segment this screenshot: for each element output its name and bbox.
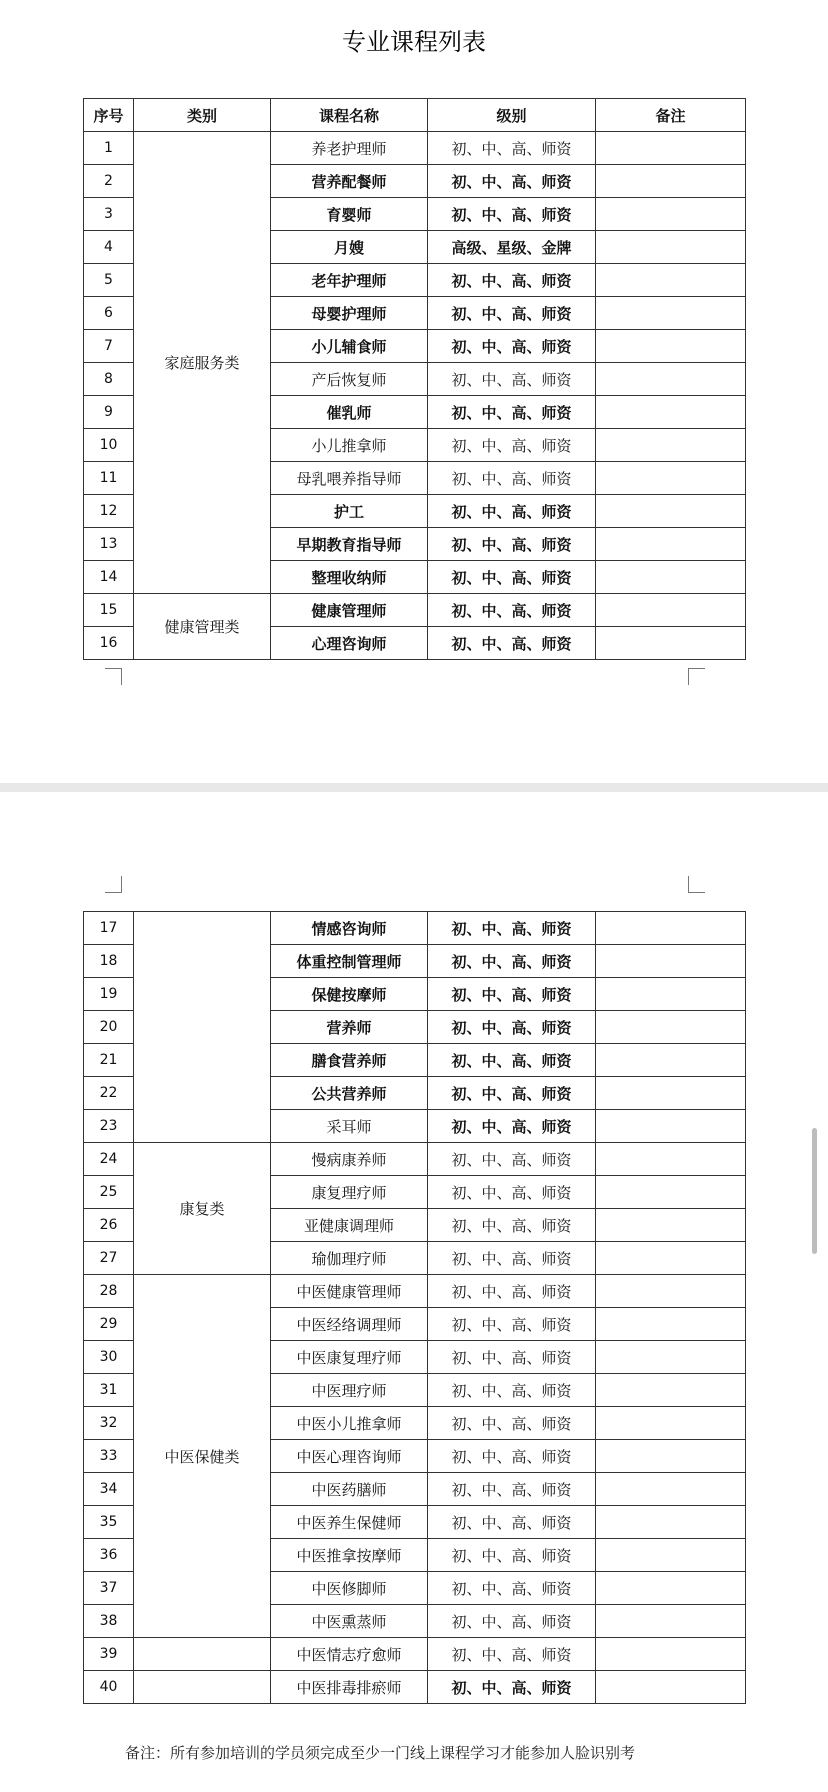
cell-level: 高级、星级、金牌 (428, 231, 596, 264)
header-level: 级别 (428, 99, 596, 132)
cell-remark (596, 231, 746, 264)
cell-level: 初、中、高、师资 (428, 1572, 596, 1605)
cell-level: 初、中、高、师资 (428, 594, 596, 627)
cell-remark (596, 1374, 746, 1407)
cell-no: 11 (84, 462, 134, 495)
cell-course-name: 中医推拿按摩师 (271, 1539, 428, 1572)
cell-remark (596, 978, 746, 1011)
cell-no: 21 (84, 1044, 134, 1077)
cell-course-name: 中医修脚师 (271, 1572, 428, 1605)
cell-course-name: 公共营养师 (271, 1077, 428, 1110)
cell-remark (596, 1077, 746, 1110)
cell-course-name: 小儿辅食师 (271, 330, 428, 363)
table-row (84, 912, 746, 945)
cell-remark (596, 363, 746, 396)
cell-course-name: 采耳师 (271, 1110, 428, 1143)
cell-remark (596, 1176, 746, 1209)
cell-no: 29 (84, 1308, 134, 1341)
cell-level: 初、中、高、师资 (428, 1242, 596, 1275)
cell-category: 康复类 (134, 1143, 271, 1275)
header-remark: 备注 (596, 99, 746, 132)
page-corner-mark (688, 668, 705, 685)
cell-level: 初、中、高、师资 (428, 627, 596, 660)
cell-no: 6 (84, 297, 134, 330)
cell-course-name: 母乳喂养指导师 (271, 462, 428, 495)
table-row (84, 1671, 746, 1704)
cell-category (134, 1638, 271, 1671)
cell-no: 16 (84, 627, 134, 660)
cell-level: 初、中、高、师资 (428, 330, 596, 363)
cell-level: 初、中、高、师资 (428, 363, 596, 396)
cell-no: 24 (84, 1143, 134, 1176)
cell-course-name: 中医心理咨询师 (271, 1440, 428, 1473)
cell-level: 初、中、高、师资 (428, 1407, 596, 1440)
cell-no: 22 (84, 1077, 134, 1110)
page-title: 专业课程列表 (342, 28, 486, 56)
cell-level: 初、中、高、师资 (428, 1044, 596, 1077)
cell-remark (596, 1011, 746, 1044)
cell-course-name: 慢病康养师 (271, 1143, 428, 1176)
cell-remark (596, 1308, 746, 1341)
cell-course-name: 护工 (271, 495, 428, 528)
cell-course-name: 中医养生保健师 (271, 1506, 428, 1539)
cell-level: 初、中、高、师资 (428, 1341, 596, 1374)
cell-no: 26 (84, 1209, 134, 1242)
cell-level: 初、中、高、师资 (428, 1275, 596, 1308)
cell-no: 34 (84, 1473, 134, 1506)
cell-level: 初、中、高、师资 (428, 1638, 596, 1671)
cell-level: 初、中、高、师资 (428, 132, 596, 165)
cell-no: 25 (84, 1176, 134, 1209)
cell-no: 13 (84, 528, 134, 561)
table-row (84, 132, 746, 165)
cell-no: 33 (84, 1440, 134, 1473)
cell-course-name: 中医康复理疗师 (271, 1341, 428, 1374)
cell-remark (596, 945, 746, 978)
cell-level: 初、中、高、师资 (428, 297, 596, 330)
cell-remark (596, 1473, 746, 1506)
cell-remark (596, 198, 746, 231)
cell-level: 初、中、高、师资 (428, 1440, 596, 1473)
table-header-row (84, 99, 746, 132)
cell-remark (596, 1242, 746, 1275)
cell-no: 2 (84, 165, 134, 198)
cell-no: 7 (84, 330, 134, 363)
cell-course-name: 母婴护理师 (271, 297, 428, 330)
cell-no: 28 (84, 1275, 134, 1308)
header-category: 类别 (134, 99, 271, 132)
page-separator (0, 783, 828, 792)
cell-level: 初、中、高、师资 (428, 1374, 596, 1407)
cell-remark (596, 429, 746, 462)
cell-no: 17 (84, 912, 134, 945)
cell-level: 初、中、高、师资 (428, 165, 596, 198)
cell-no: 36 (84, 1539, 134, 1572)
cell-course-name: 中医熏蒸师 (271, 1605, 428, 1638)
cell-no: 39 (84, 1638, 134, 1671)
cell-remark (596, 594, 746, 627)
cell-no: 31 (84, 1374, 134, 1407)
cell-level: 初、中、高、师资 (428, 1671, 596, 1704)
cell-course-name: 健康管理师 (271, 594, 428, 627)
cell-remark (596, 462, 746, 495)
cell-course-name: 亚健康调理师 (271, 1209, 428, 1242)
cell-course-name: 膳食营养师 (271, 1044, 428, 1077)
cell-no: 1 (84, 132, 134, 165)
cell-level: 初、中、高、师资 (428, 1506, 596, 1539)
cell-course-name: 康复理疗师 (271, 1176, 428, 1209)
cell-no: 3 (84, 198, 134, 231)
page-corner-mark (688, 876, 705, 893)
cell-remark (596, 1539, 746, 1572)
cell-course-name: 老年护理师 (271, 264, 428, 297)
cell-course-name: 中医药膳师 (271, 1473, 428, 1506)
cell-level: 初、中、高、师资 (428, 1308, 596, 1341)
cell-course-name: 心理咨询师 (271, 627, 428, 660)
cell-remark (596, 165, 746, 198)
table-row (84, 1143, 746, 1176)
cell-course-name: 体重控制管理师 (271, 945, 428, 978)
cell-no: 14 (84, 561, 134, 594)
cell-course-name: 中医经络调理师 (271, 1308, 428, 1341)
cell-level: 初、中、高、师资 (428, 198, 596, 231)
cell-no: 5 (84, 264, 134, 297)
cell-course-name: 中医排毒排瘀师 (271, 1671, 428, 1704)
cell-remark (596, 1506, 746, 1539)
cell-course-name: 情感咨询师 (271, 912, 428, 945)
cell-level: 初、中、高、师资 (428, 462, 596, 495)
cell-no: 38 (84, 1605, 134, 1638)
cell-course-name: 中医小儿推拿师 (271, 1407, 428, 1440)
cell-level: 初、中、高、师资 (428, 1176, 596, 1209)
cell-no: 35 (84, 1506, 134, 1539)
cell-level: 初、中、高、师资 (428, 1209, 596, 1242)
cell-level: 初、中、高、师资 (428, 561, 596, 594)
cell-course-name: 保健按摩师 (271, 978, 428, 1011)
cell-course-name: 营养配餐师 (271, 165, 428, 198)
cell-no: 19 (84, 978, 134, 1011)
cell-remark (596, 1143, 746, 1176)
cell-course-name: 育婴师 (271, 198, 428, 231)
cell-no: 27 (84, 1242, 134, 1275)
table-row (84, 1275, 746, 1308)
cell-level: 初、中、高、师资 (428, 396, 596, 429)
cell-no: 15 (84, 594, 134, 627)
page-corner-mark (105, 668, 122, 685)
cell-course-name: 瑜伽理疗师 (271, 1242, 428, 1275)
cell-level: 初、中、高、师资 (428, 1110, 596, 1143)
cell-no: 20 (84, 1011, 134, 1044)
cell-category: 家庭服务类 (134, 132, 271, 594)
cell-level: 初、中、高、师资 (428, 945, 596, 978)
cell-no: 9 (84, 396, 134, 429)
cell-remark (596, 1275, 746, 1308)
cell-category: 中医保健类 (134, 1275, 271, 1638)
cell-no: 32 (84, 1407, 134, 1440)
cell-remark (596, 1407, 746, 1440)
cell-no: 40 (84, 1671, 134, 1704)
cell-course-name: 中医情志疗愈师 (271, 1638, 428, 1671)
header-course-name: 课程名称 (271, 99, 428, 132)
table-row (84, 1638, 746, 1671)
cell-course-name: 催乳师 (271, 396, 428, 429)
cell-no: 4 (84, 231, 134, 264)
cell-category: 健康管理类 (134, 594, 271, 660)
cell-remark (596, 132, 746, 165)
cell-course-name: 养老护理师 (271, 132, 428, 165)
cell-remark (596, 1044, 746, 1077)
cell-course-name: 产后恢复师 (271, 363, 428, 396)
cell-remark (596, 330, 746, 363)
table-row (84, 594, 746, 627)
cell-level: 初、中、高、师资 (428, 1143, 596, 1176)
cell-remark (596, 264, 746, 297)
cell-remark (596, 627, 746, 660)
cell-level: 初、中、高、师资 (428, 912, 596, 945)
cell-no: 30 (84, 1341, 134, 1374)
footnote: 备注：所有参加培训的学员须完成至少一门线上课程学习才能参加人脸识别考 (125, 1744, 636, 1762)
cell-remark (596, 1605, 746, 1638)
cell-remark (596, 495, 746, 528)
cell-remark (596, 561, 746, 594)
cell-no: 18 (84, 945, 134, 978)
cell-remark (596, 528, 746, 561)
cell-remark (596, 1671, 746, 1704)
cell-course-name: 月嫂 (271, 231, 428, 264)
cell-no: 12 (84, 495, 134, 528)
cell-level: 初、中、高、师资 (428, 1605, 596, 1638)
cell-level: 初、中、高、师资 (428, 495, 596, 528)
cell-remark (596, 1209, 746, 1242)
cell-course-name: 中医理疗师 (271, 1374, 428, 1407)
cell-course-name: 整理收纳师 (271, 561, 428, 594)
cell-level: 初、中、高、师资 (428, 1473, 596, 1506)
cell-remark (596, 1110, 746, 1143)
cell-no: 37 (84, 1572, 134, 1605)
cell-course-name: 营养师 (271, 1011, 428, 1044)
cell-level: 初、中、高、师资 (428, 528, 596, 561)
cell-remark (596, 1638, 746, 1671)
cell-remark (596, 396, 746, 429)
cell-course-name: 中医健康管理师 (271, 1275, 428, 1308)
course-table-page-2 (83, 911, 746, 1704)
cell-no: 10 (84, 429, 134, 462)
cell-remark (596, 912, 746, 945)
page-corner-mark (105, 876, 122, 893)
cell-level: 初、中、高、师资 (428, 1011, 596, 1044)
cell-remark (596, 1440, 746, 1473)
cell-level: 初、中、高、师资 (428, 978, 596, 1011)
cell-category (134, 1671, 271, 1704)
cell-remark (596, 297, 746, 330)
cell-level: 初、中、高、师资 (428, 264, 596, 297)
cell-no: 23 (84, 1110, 134, 1143)
cell-remark (596, 1572, 746, 1605)
cell-course-name: 早期教育指导师 (271, 528, 428, 561)
cell-remark (596, 1341, 746, 1374)
cell-level: 初、中、高、师资 (428, 1539, 596, 1572)
cell-level: 初、中、高、师资 (428, 1077, 596, 1110)
cell-level: 初、中、高、师资 (428, 429, 596, 462)
course-table-page-1 (83, 98, 746, 660)
scrollbar-thumb[interactable] (812, 1128, 817, 1254)
cell-category (134, 912, 271, 1143)
cell-course-name: 小儿推拿师 (271, 429, 428, 462)
cell-no: 8 (84, 363, 134, 396)
header-no: 序号 (84, 99, 134, 132)
